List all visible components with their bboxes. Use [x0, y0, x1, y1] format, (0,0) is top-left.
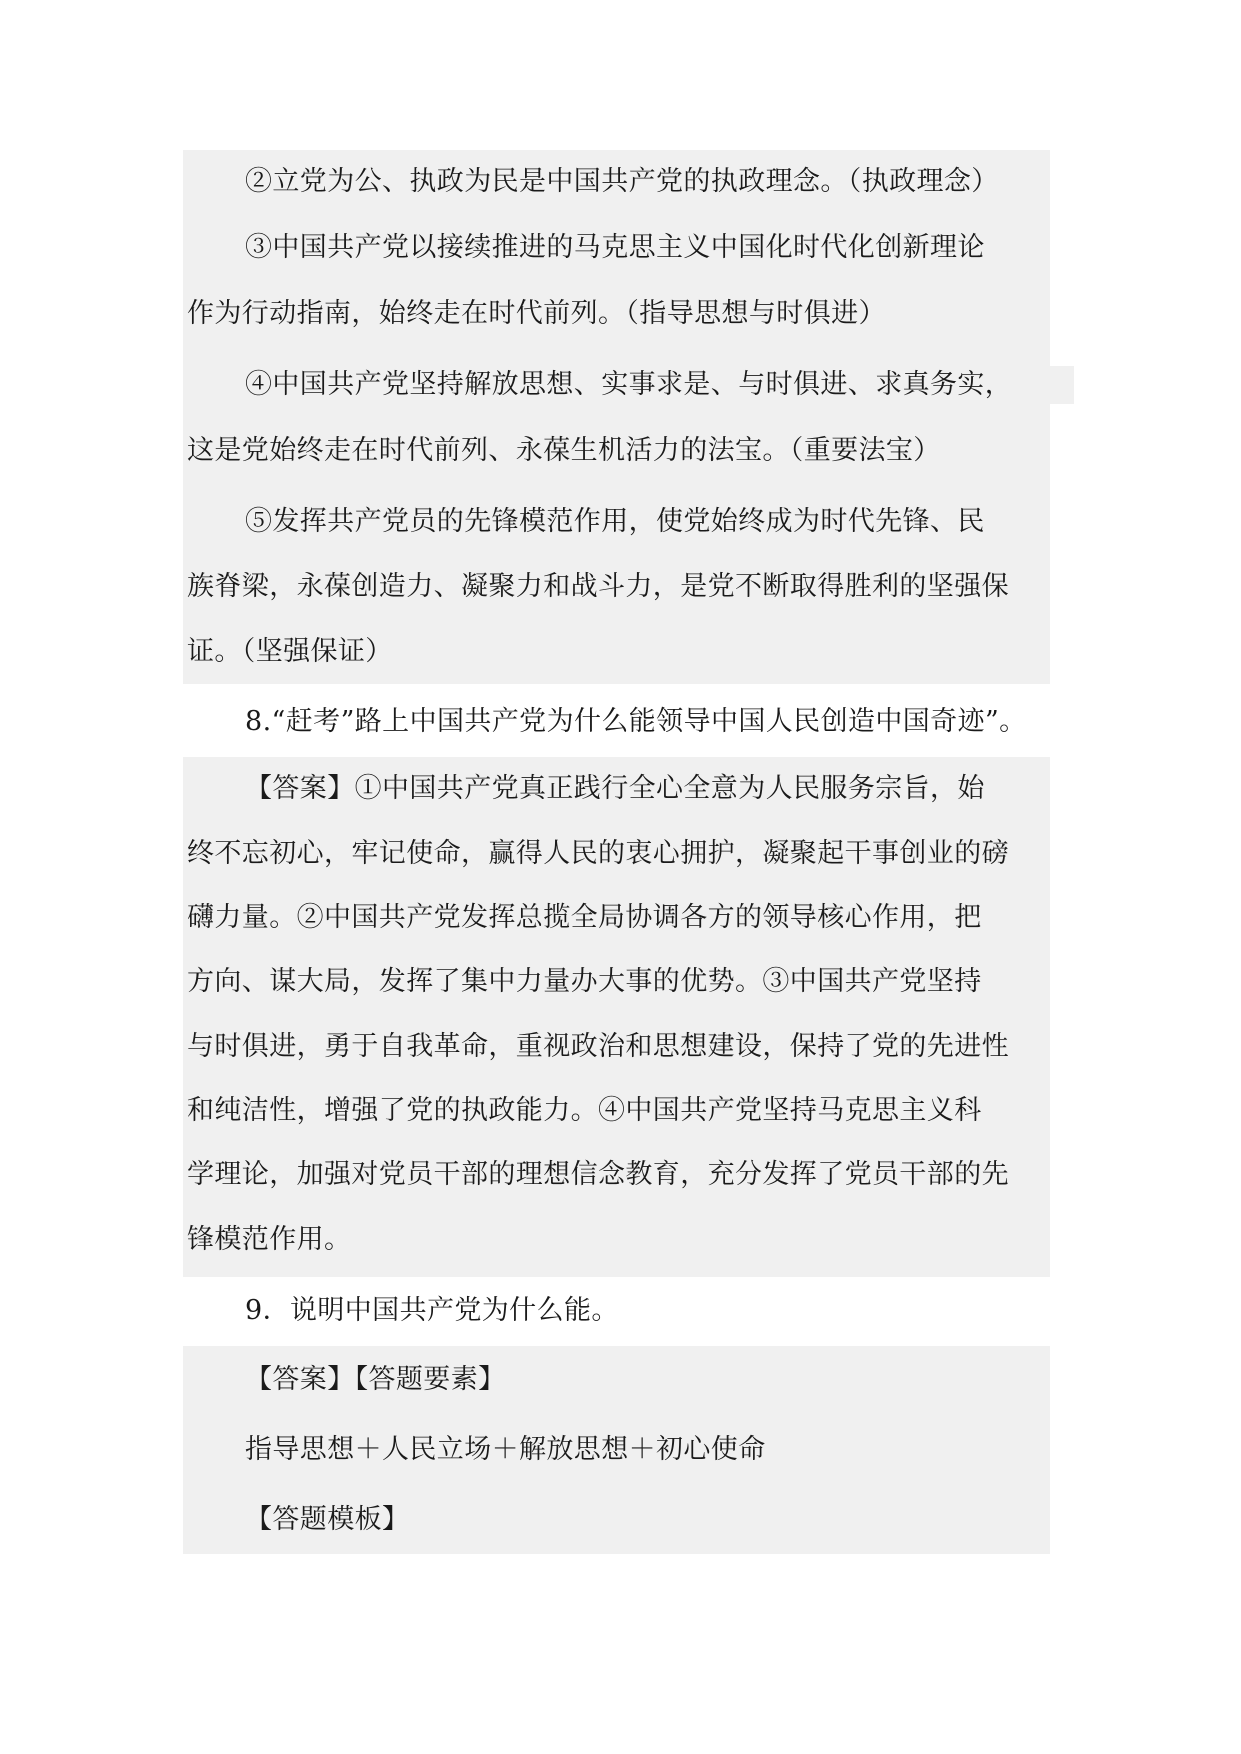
answer-8-line-2: 终不忘初心，牢记使命，赢得人民的衷心拥护，凝聚起干事创业的磅 [187, 838, 1009, 869]
point-3-continuation: 作为行动指南，始终走在时代前列。（指导思想与时俱进） [187, 298, 886, 329]
question-9: 9．说明中国共产党为什么能。 [245, 1295, 619, 1326]
answer-8-line-5: 与时俱进，勇于自我革命，重视政治和思想建设，保持了党的先进性 [187, 1031, 1009, 1062]
point-4-continuation: 这是党始终走在时代前列、永葆生机活力的法宝。（重要法宝） [187, 435, 941, 466]
answer-8-line-3: 礴力量。②中国共产党发挥总揽全局协调各方的领导核心作用，把 [187, 902, 982, 933]
question-8: 8.“赶考”路上中国共产党为什么能领导中国人民创造中国奇迹”。 [245, 706, 1027, 737]
answer-8-line-7: 学理论，加强对党员干部的理想信念教育，充分发挥了党员干部的先 [187, 1159, 1009, 1190]
highlight-notch [1050, 366, 1074, 404]
point-3-text: ③中国共产党以接续推进的马克思主义中国化时代化创新理论 [245, 232, 985, 263]
answer-9-header: 【答案】【答题要素】 [245, 1364, 506, 1395]
answer-8-line-4: 方向、谋大局，发挥了集中力量办大事的优势。③中国共产党坚持 [187, 966, 982, 997]
point-5-continuation-2: 证。（坚强保证） [187, 636, 393, 667]
answer-9-template: 【答题模板】 [245, 1504, 410, 1535]
answer-8-line-1: 【答案】①中国共产党真正践行全心全意为人民服务宗旨，始 [245, 773, 985, 804]
answer-9-elements: 指导思想＋人民立场＋解放思想＋初心使命 [245, 1434, 766, 1465]
answer-8-line-6: 和纯洁性，增强了党的执政能力。④中国共产党坚持马克思主义科 [187, 1095, 982, 1126]
point-5-continuation-1: 族脊梁，永葆创造力、凝聚力和战斗力，是党不断取得胜利的坚强保 [187, 571, 1009, 602]
answer-8-block [183, 757, 1050, 1277]
point-5-text: ⑤发挥共产党员的先锋模范作用，使党始终成为时代先锋、民 [245, 506, 985, 537]
point-4-text: ④中国共产党坚持解放思想、实事求是、与时俱进、求真务实， [245, 369, 1013, 400]
point-2-text: ②立党为公、执政为民是中国共产党的执政理念。（执政理念） [245, 166, 999, 197]
answer-8-line-8: 锋模范作用。 [187, 1224, 352, 1255]
